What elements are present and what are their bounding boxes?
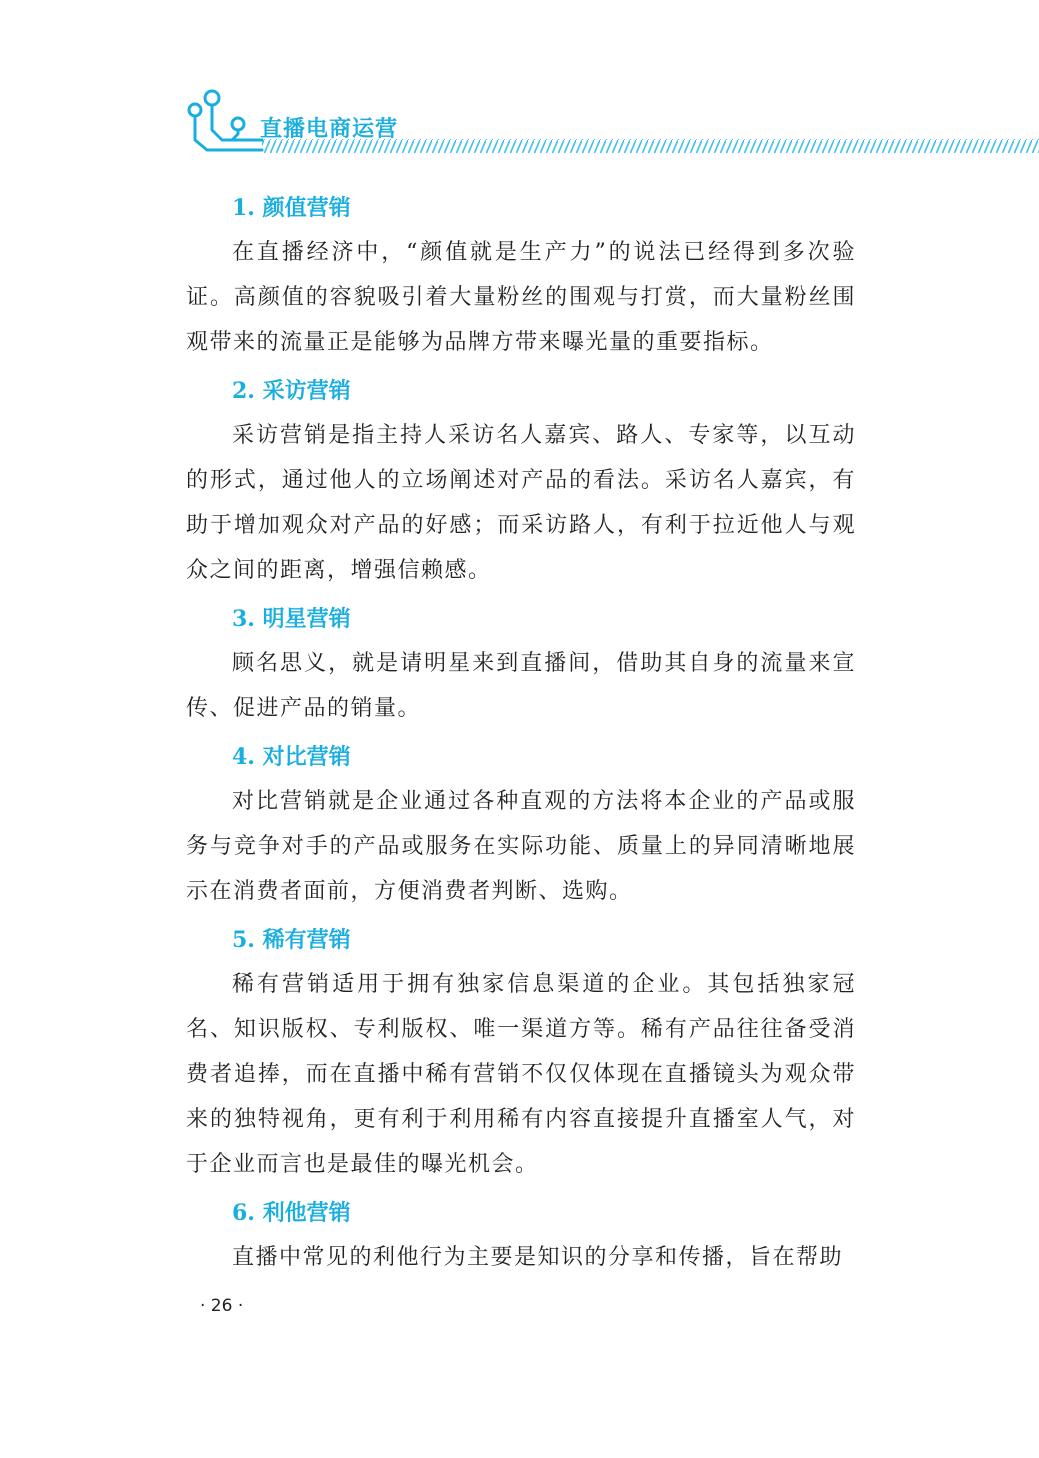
section-heading: 2. 采访营销 (232, 378, 351, 404)
page-number: · 26 · (200, 1296, 244, 1316)
section-paragraph: 顾名思义，就是请明星来到直播间，借助其自身的流量来宣传、促进产品的销量。 (186, 651, 856, 721)
header-circuit-decoration (0, 0, 1039, 170)
section-paragraph: 采访营销是指主持人采访名人嘉宾、路人、专家等，以互动的形式，通过他人的立场阐述对产品的看法。采访名人嘉宾，有助于增加观众对产品的好感；而采访路人，有利于拉近他人与观众之间的距离，增强信赖感。 (186, 423, 856, 583)
section (186, 369, 856, 593)
section (186, 735, 856, 914)
section-heading: 5. 稀有营销 (232, 927, 351, 953)
page-header (0, 0, 1039, 170)
section-paragraph: 在直播经济中，“颜值就是生产力”的说法已经得到多次验证。高颜值的容貌吸引着大量粉丝的围观与打赏，而大量粉丝围观带来的流量正是能够为品牌方带来曝光量的重要指标。 (186, 240, 856, 355)
book-title: 直播电商运营 (260, 117, 399, 142)
section (186, 597, 856, 731)
section-paragraph: 直播中常见的利他行为主要是知识的分享和传播，旨在帮助 (232, 1245, 844, 1270)
section-paragraph: 对比营销就是企业通过各种直观的方法将本企业的产品或服务与竞争对手的产品或服务在实际功能、质量上的异同清晰地展示在消费者面前，方便消费者判断、选购。 (186, 789, 856, 904)
page-content (186, 186, 856, 1280)
section-heading: 4. 对比营销 (232, 744, 351, 770)
section (186, 186, 856, 365)
section (186, 1191, 856, 1280)
section-heading: 1. 颜值营销 (232, 195, 351, 221)
section-heading: 6. 利他营销 (232, 1200, 351, 1226)
section-paragraph: 稀有营销适用于拥有独家信息渠道的企业。其包括独家冠名、知识版权、专利版权、唯一渠道方等。稀有产品往往备受消费者追捧，而在直播中稀有营销不仅仅体现在直播镜头为观众带来的独特视角，更有利于利用稀有内容直接提升直播室人气，对于企业而言也是最佳的曝光机会。 (186, 972, 856, 1177)
section (186, 918, 856, 1187)
section-heading: 3. 明星营销 (232, 606, 351, 632)
circuit-node-icon (189, 91, 262, 150)
